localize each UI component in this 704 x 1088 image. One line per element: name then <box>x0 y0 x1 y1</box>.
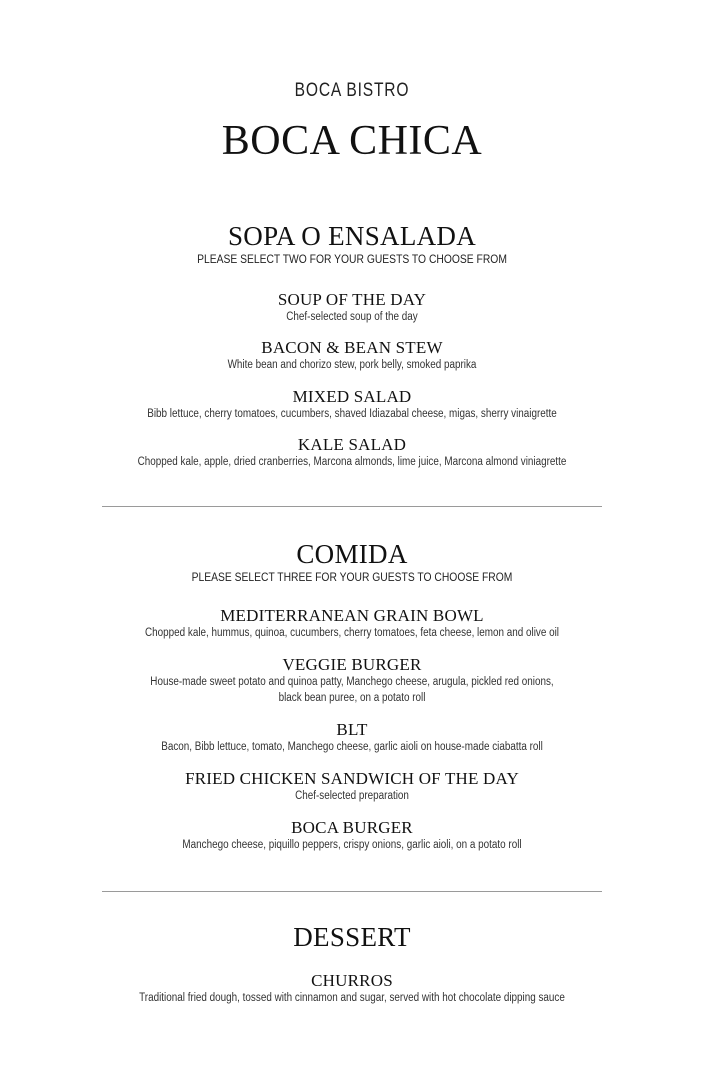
item-name: KALE SALAD <box>297 435 407 454</box>
section-divider <box>102 506 602 507</box>
menu-item-fried-chicken-sandwich <box>0 769 704 804</box>
item-description: Traditional fried dough, tossed with cinnamon and sugar, served with hot chocolate dipping sauce <box>139 992 565 1004</box>
menu-item-mixed-salad <box>0 387 704 422</box>
section-sopa-o-ensalada <box>0 221 704 267</box>
menu-item-boca-burger <box>0 818 704 853</box>
item-description: House-made sweet potato and quinoa patty, Manchego cheese, arugula, pickled red onions, <box>150 676 554 688</box>
item-description: Bacon, Bibb lettuce, tomato, Manchego cheese, garlic aioli on house-made ciabatta roll <box>161 741 543 753</box>
section-dessert <box>0 922 704 952</box>
menu-item-blt <box>0 720 704 755</box>
section-subtitle: PLEASE SELECT THREE FOR YOUR GUESTS TO CHOOSE FROM <box>191 570 513 584</box>
item-name: SOUP OF THE DAY <box>277 290 427 309</box>
item-name: BOCA BURGER <box>291 818 413 837</box>
item-name: BLT <box>336 720 368 739</box>
menu-item-mediterranean-grain-bowl <box>0 606 704 641</box>
item-name: MEDITERRANEAN GRAIN BOWL <box>220 606 484 625</box>
menu-item-churros <box>0 971 704 1006</box>
item-description: Bibb lettuce, cherry tomatoes, cucumbers, shaved Idiazabal cheese, migas, sherry vinaigrette <box>147 408 557 420</box>
item-description: White bean and chorizo stew, pork belly, smoked paprika <box>227 359 477 371</box>
item-description: Manchego cheese, piquillo peppers, crispy onions, garlic aioli, on a potato roll <box>182 839 522 851</box>
item-description: Chopped kale, hummus, quinoa, cucumbers, cherry tomatoes, feta cheese, lemon and olive oil <box>145 627 559 639</box>
menu-brand: BOCA BISTRO <box>294 80 410 101</box>
menu-item-kale-salad <box>0 435 704 470</box>
item-description-line-2: black bean puree, on a potato roll <box>278 692 426 704</box>
menu-item-bacon-bean-stew <box>0 338 704 373</box>
section-divider <box>102 891 602 892</box>
item-name: VEGGIE BURGER <box>282 655 422 674</box>
menu-title: BOCA CHICA <box>221 118 483 164</box>
section-subtitle: PLEASE SELECT TWO FOR YOUR GUESTS TO CHOOSE FROM <box>197 252 507 266</box>
item-description: Chef-selected soup of the day <box>286 311 418 323</box>
item-name: FRIED CHICKEN SANDWICH OF THE DAY <box>185 769 519 788</box>
item-description: Chopped kale, apple, dried cranberries, Marcona almonds, lime juice, Marcona almond viniagrette <box>137 456 567 468</box>
section-comida <box>0 539 704 585</box>
section-title: COMIDA <box>296 539 408 569</box>
item-description: Chef-selected preparation <box>295 790 409 802</box>
section-title: SOPA O ENSALADA <box>227 221 477 251</box>
menu-item-soup-of-the-day <box>0 290 704 325</box>
item-name: BACON & BEAN STEW <box>261 338 443 357</box>
item-name: CHURROS <box>311 971 393 990</box>
section-title: DESSERT <box>293 922 411 952</box>
menu-item-veggie-burger <box>0 655 704 706</box>
item-name: MIXED SALAD <box>292 387 412 406</box>
